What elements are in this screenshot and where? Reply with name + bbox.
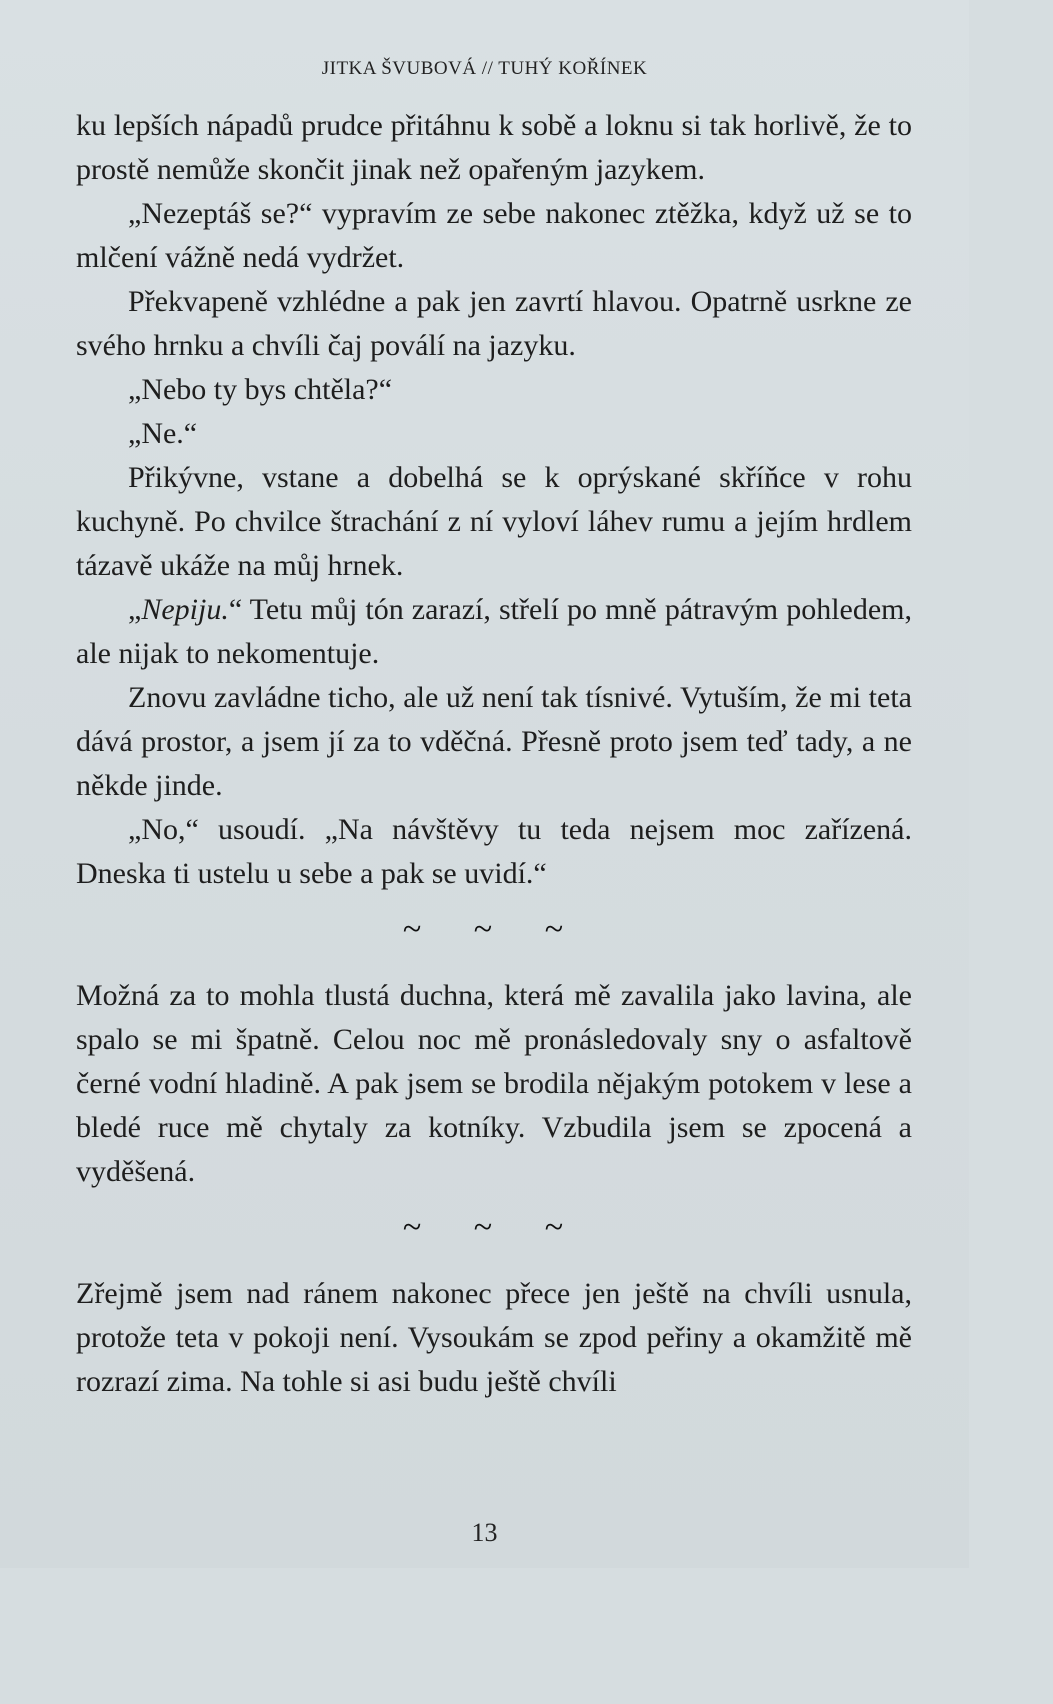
paragraph: [76, 588, 912, 676]
paragraph: „Ne.“: [128, 417, 198, 450]
paragraph: „No,“ usoudí. „Na návštěvy tu teda nejsem moc zařízená. Dneska ti ustelu u sebe a pak se uvidí.“: [76, 813, 912, 890]
paragraph-text: “ Tetu můj tón zarazí, střelí po mně pátravým pohledem, ale nijak to nekomentuje.: [76, 593, 912, 670]
paragraph: Možná za to mohla tlustá duchna, která mě zavalila jako lavina, ale spalo se mi špatně. Celou noc mě pronásledovaly sny o asfaltově černé vodní hladině. A pak jsem se brodila nějakým potokem v lese a bledé ruce mě chytaly za kotníky. Vzbudila jsem se zpocená a vyděšená.: [76, 979, 912, 1188]
quote-mark: „: [128, 593, 142, 626]
paragraph: ku lepších nápadů prudce přitáhnu k sobě a loknu si tak horlivě, že to prostě nemůže skončit jinak než opařeným jazykem.: [76, 109, 912, 186]
paragraph: „Nebo ty bys chtěla?“: [128, 373, 393, 406]
italic-text: Nepiju.: [141, 593, 229, 626]
section-divider: ~ ~ ~: [402, 911, 586, 948]
paragraph: Přikývne, vstane a dobelhá se k oprýskané skříňce v rohu kuchyně. Po chvilce štrachání z ní vyloví láhev rumu a jejím hrdlem tázavě ukáže na můj hrnek.: [76, 461, 912, 582]
body-text: [76, 104, 912, 1404]
running-head: JITKA ŠVUBOVÁ // TUHÝ KOŘÍNEK: [321, 58, 648, 79]
section-divider: ~ ~ ~: [402, 1209, 586, 1246]
paragraph: Znovu zavládne ticho, ale už není tak tísnivé. Vytuším, že mi teta dává prostor, a jsem jí za to vděčná. Přesně proto jsem teď tady, a ne někde jinde.: [76, 681, 912, 802]
paragraph: Zřejmě jsem nad ránem nakonec přece jen ještě na chvíli usnula, protože teta v pokoji není. Vysoukám se zpod peřiny a okamžitě mě rozrazí zima. Na tohle si asi budu ještě chvíli: [76, 1277, 912, 1398]
page-number: 13: [471, 1518, 498, 1547]
paragraph: Překvapeně vzhlédne a pak jen zavrtí hlavou. Opatrně usrkne ze svého hrnku a chvíli čaj poválí na jazyku.: [76, 285, 912, 362]
paragraph: „Nezeptáš se?“ vypravím ze sebe nakonec ztěžka, když už se to mlčení vážně nedá vydržet.: [76, 197, 912, 274]
